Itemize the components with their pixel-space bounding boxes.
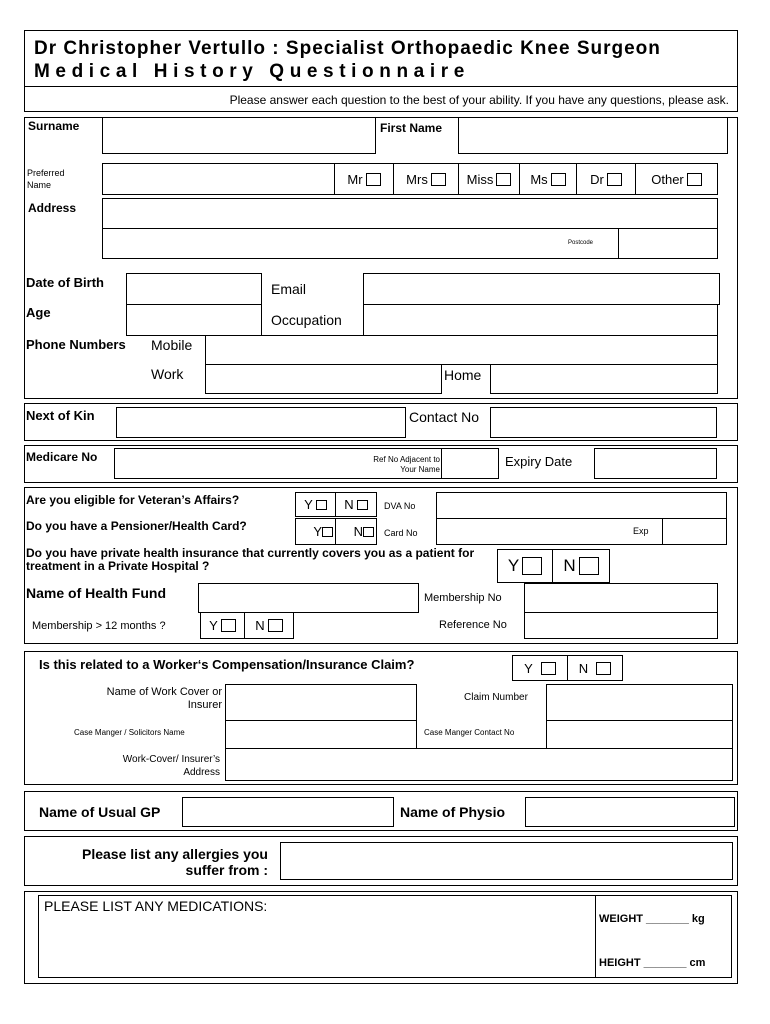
next-of-kin-label: Next of Kin	[26, 408, 95, 423]
weight-field[interactable]: WEIGHT _______ kg	[599, 913, 705, 925]
allergies-label: Please list any allergies you suffer from :	[82, 846, 268, 878]
work-cover-name-field[interactable]	[225, 684, 417, 721]
membership-12-label: Membership > 12 months ?	[32, 620, 166, 632]
work-label: Work	[151, 366, 184, 382]
pensioner-yes-checkbox[interactable]	[322, 527, 333, 537]
first-name-label: First Name	[380, 121, 443, 135]
physio-field[interactable]	[525, 797, 735, 827]
veterans-question: Are you eligible for Veteran’s Affairs?	[26, 493, 240, 507]
mobile-label: Mobile	[151, 337, 193, 353]
title-line2: Medical History Questionnaire	[34, 61, 470, 82]
veterans-no-label: N	[344, 497, 354, 512]
other-label: Other	[651, 171, 684, 187]
mrs-label: Mrs	[406, 171, 428, 187]
ms-label: Ms	[530, 171, 548, 187]
miss-label: Miss	[466, 171, 494, 187]
membership-no-label: Membership No	[424, 592, 502, 604]
health-fund-label: Name of Health Fund	[26, 585, 167, 601]
veterans-yes-checkbox[interactable]	[316, 500, 327, 510]
dva-no-field[interactable]	[436, 492, 727, 519]
mr-checkbox[interactable]	[366, 173, 381, 186]
workers-no-checkbox[interactable]	[596, 662, 611, 675]
insurance-yes-checkbox[interactable]	[522, 557, 542, 575]
insurer-address-field[interactable]	[225, 748, 733, 781]
medicare-no-label: Medicare No	[26, 450, 98, 464]
membership-yes-label: Y	[209, 618, 218, 633]
email-field[interactable]	[363, 273, 720, 305]
case-manager-name-label: Case Manger / Solicitors Name	[74, 728, 185, 737]
workers-yes-label: Y	[524, 660, 533, 676]
veterans-no-checkbox[interactable]	[357, 500, 368, 510]
claim-number-label: Claim Number	[464, 692, 528, 703]
dva-no-label: DVA No	[384, 501, 416, 511]
dr-label: Dr	[590, 171, 604, 187]
usual-gp-label: Name of Usual GP	[39, 804, 161, 820]
membership-no-checkbox[interactable]	[268, 619, 283, 632]
work-phone-field[interactable]	[205, 364, 442, 394]
veterans-yes-label: Y	[304, 497, 313, 512]
membership-yes-checkbox[interactable]	[221, 619, 236, 632]
reference-no-label: Reference No	[439, 619, 507, 631]
mrs-checkbox[interactable]	[431, 173, 446, 186]
membership-no-field[interactable]	[524, 583, 718, 613]
allergies-field[interactable]	[280, 842, 733, 880]
home-label: Home	[444, 367, 482, 383]
expiry-date-field[interactable]	[594, 448, 717, 479]
email-label: Email	[271, 281, 307, 297]
other-checkbox[interactable]	[687, 173, 702, 186]
workers-question: Is this related to a Worker‘s Compensation/Insurance Claim?	[39, 657, 415, 672]
usual-gp-field[interactable]	[182, 797, 394, 827]
reference-no-field[interactable]	[524, 612, 718, 639]
physio-label: Name of Physio	[400, 804, 506, 820]
first-name-field[interactable]	[458, 117, 728, 154]
case-manager-contact-label: Case Manger Contact No	[424, 728, 515, 737]
phone-numbers-label: Phone Numbers	[26, 337, 126, 352]
workers-no-label: N	[578, 660, 589, 676]
dob-field[interactable]	[126, 273, 262, 305]
preferred-name-label: Preferred Name	[27, 168, 65, 190]
instructions-box	[24, 86, 738, 112]
age-field[interactable]	[126, 304, 262, 336]
instructions: Please answer each question to the best of your ability. If you have any questions, please ask.	[229, 93, 729, 107]
work-cover-name-label: Name of Work Cover or Insurer	[106, 686, 222, 711]
ref-no-label: Ref No Adjacent to Your Name	[373, 455, 440, 474]
dob-label: Date of Birth	[26, 275, 104, 290]
height-field[interactable]: HEIGHT _______ cm	[599, 957, 706, 969]
card-no-label: Card No	[384, 528, 418, 538]
medications-label: PLEASE LIST ANY MEDICATIONS:	[44, 898, 268, 914]
occupation-label: Occupation	[271, 312, 342, 328]
membership-no-label-n: N	[255, 618, 265, 633]
insurance-yes-label: Y	[507, 556, 520, 575]
exp-field[interactable]	[662, 518, 727, 545]
surname-label: Surname	[28, 119, 80, 133]
ms-checkbox[interactable]	[551, 173, 566, 186]
case-manager-name-field[interactable]	[225, 720, 417, 749]
pensioner-yes-label: Y	[313, 524, 322, 539]
postcode-label: Postcode	[568, 240, 594, 246]
postcode-field[interactable]	[618, 228, 718, 259]
title-line1: Dr Christopher Vertullo : Specialist Orthopaedic Knee Surgeon	[34, 38, 661, 59]
address-label: Address	[28, 201, 77, 215]
workers-yes-checkbox[interactable]	[541, 662, 556, 675]
miss-checkbox[interactable]	[496, 173, 511, 186]
address-line1-field[interactable]	[102, 198, 718, 229]
surname-field[interactable]	[102, 117, 376, 154]
pensioner-no-label: N	[353, 524, 363, 539]
contact-no-field[interactable]	[490, 407, 717, 438]
exp-label: Exp	[633, 526, 649, 536]
ref-no-field[interactable]	[441, 448, 499, 479]
insurance-no-checkbox[interactable]	[579, 557, 599, 575]
case-manager-contact-field[interactable]	[546, 720, 733, 749]
claim-number-field[interactable]	[546, 684, 733, 721]
insurance-question: Do you have private health insurance that currently covers you as a patient for treatment in a Private Hospital ?	[26, 546, 475, 573]
home-phone-field[interactable]	[490, 364, 718, 394]
mr-label: Mr	[347, 171, 363, 187]
health-fund-field[interactable]	[198, 583, 419, 613]
expiry-date-label: Expiry Date	[505, 454, 573, 469]
pensioner-no-checkbox[interactable]	[363, 527, 374, 537]
insurance-no-label: N	[563, 556, 576, 575]
mobile-field[interactable]	[205, 335, 718, 365]
next-of-kin-field[interactable]	[116, 407, 406, 438]
insurer-address-label: Work-Cover/ Insurer’s Address	[122, 754, 220, 778]
contact-no-label: Contact No	[409, 409, 480, 425]
occupation-field[interactable]	[363, 304, 718, 336]
title-box	[24, 30, 738, 87]
age-label: Age	[26, 305, 51, 320]
pensioner-question: Do you have a Pensioner/Health Card?	[26, 519, 247, 533]
dr-checkbox[interactable]	[607, 173, 622, 186]
